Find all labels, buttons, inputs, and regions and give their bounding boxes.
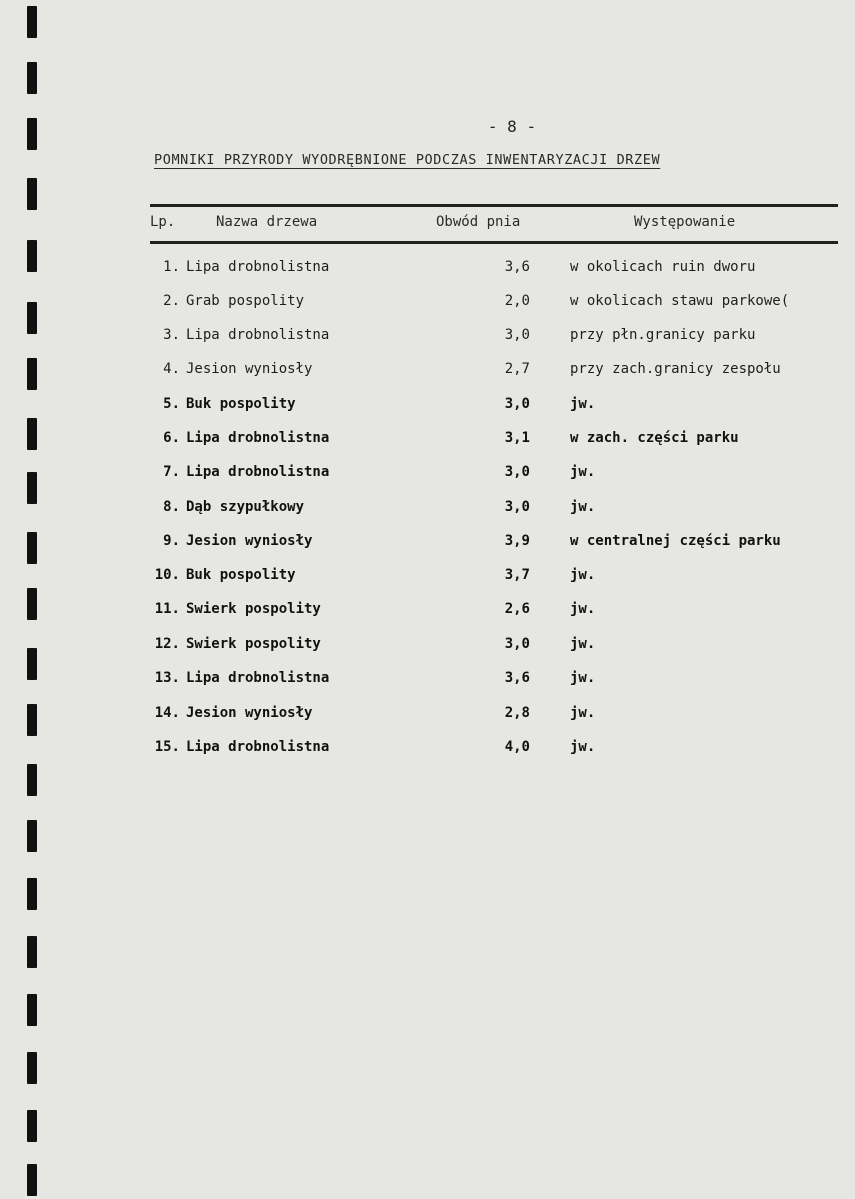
cell-name: Dąb szypułkowy [186, 499, 305, 515]
cell-circumference: 3,6 [504, 259, 530, 275]
binding-hole [27, 1110, 37, 1142]
cell-lp: 13. [154, 670, 180, 686]
cell-lp: 7. [163, 464, 180, 480]
cell-circumference: 3,9 [504, 533, 530, 549]
table-row [0, 670, 855, 700]
table-row [0, 705, 855, 735]
cell-circumference: 3,0 [504, 499, 530, 515]
cell-occurrence: jw. [570, 636, 596, 652]
cell-circumference: 3,6 [504, 670, 530, 686]
binding-holes [27, 0, 39, 1199]
cell-occurrence: jw. [570, 499, 596, 515]
cell-name: Lipa drobnolistna [186, 464, 330, 480]
cell-lp: 8. [163, 499, 180, 515]
column-header-occurrence: Występowanie [634, 214, 736, 230]
table-row [0, 396, 855, 426]
binding-hole [27, 1164, 37, 1196]
table-row [0, 739, 855, 769]
cell-lp: 3. [163, 327, 180, 343]
binding-hole [27, 178, 37, 210]
table-row [0, 430, 855, 460]
cell-lp: 12. [154, 636, 180, 652]
cell-occurrence: jw. [570, 601, 596, 617]
cell-occurrence: jw. [570, 705, 596, 721]
cell-name: Jesion wyniosły [186, 361, 313, 377]
cell-name: Lipa drobnolistna [186, 430, 330, 446]
cell-name: Grab pospolity [186, 293, 305, 309]
cell-occurrence: jw. [570, 396, 596, 412]
cell-lp: 1. [163, 259, 180, 275]
table-row [0, 601, 855, 631]
binding-hole [27, 936, 37, 968]
cell-circumference: 2,0 [504, 293, 530, 309]
table-header-rule [150, 241, 838, 244]
cell-name: Lipa drobnolistna [186, 739, 330, 755]
table-row [0, 464, 855, 494]
column-header-lp: Lp. [150, 214, 176, 230]
binding-hole [27, 62, 37, 94]
cell-lp: 14. [154, 705, 180, 721]
table-top-rule [150, 204, 838, 207]
binding-hole [27, 1052, 37, 1084]
binding-hole [27, 118, 37, 150]
cell-lp: 4. [163, 361, 180, 377]
binding-hole [27, 6, 37, 38]
binding-hole [27, 994, 37, 1026]
cell-lp: 10. [154, 567, 180, 583]
cell-circumference: 3,0 [504, 396, 530, 412]
cell-occurrence: przy zach.granicy zespołu [570, 361, 781, 377]
cell-name: Jesion wyniosły [186, 533, 313, 549]
cell-circumference: 2,7 [504, 361, 530, 377]
cell-occurrence: jw. [570, 670, 596, 686]
table-row [0, 327, 855, 357]
cell-name: Buk pospolity [186, 567, 296, 583]
cell-occurrence: w zach. części parku [570, 430, 739, 446]
table-row [0, 567, 855, 597]
column-header-name: Nazwa drzewa [216, 214, 318, 230]
table-row [0, 293, 855, 323]
cell-lp: 11. [154, 601, 180, 617]
column-header-circumference: Obwód pnia [436, 214, 521, 230]
cell-circumference: 4,0 [504, 739, 530, 755]
cell-circumference: 3,1 [504, 430, 530, 446]
cell-occurrence: jw. [570, 567, 596, 583]
cell-name: Buk pospolity [186, 396, 296, 412]
cell-circumference: 3,0 [504, 636, 530, 652]
cell-lp: 6. [163, 430, 180, 446]
cell-circumference: 3,0 [504, 327, 530, 343]
cell-occurrence: jw. [570, 464, 596, 480]
cell-occurrence: w centralnej części parku [570, 533, 781, 549]
table-row [0, 533, 855, 563]
cell-circumference: 3,0 [504, 464, 530, 480]
document-heading: POMNIKI PRZYRODY WYODRĘBNIONE PODCZAS INWENTARYZACJI DRZEW [154, 152, 661, 168]
cell-occurrence: przy płn.granicy parku [570, 327, 756, 343]
table-row [0, 259, 855, 289]
binding-hole [27, 878, 37, 910]
cell-name: Lipa drobnolistna [186, 327, 330, 343]
cell-lp: 5. [163, 396, 180, 412]
table-row [0, 636, 855, 666]
cell-name: Lipa drobnolistna [186, 670, 330, 686]
cell-occurrence: w okolicach stawu parkowe( [570, 293, 790, 309]
page-number: - 8 - [487, 117, 537, 136]
cell-occurrence: jw. [570, 739, 596, 755]
cell-circumference: 2,6 [504, 601, 530, 617]
table-row [0, 499, 855, 529]
cell-lp: 15. [154, 739, 180, 755]
cell-name: Swierk pospolity [186, 601, 321, 617]
cell-lp: 9. [163, 533, 180, 549]
cell-lp: 2. [163, 293, 180, 309]
cell-name: Swierk pospolity [186, 636, 321, 652]
cell-name: Jesion wyniosły [186, 705, 313, 721]
binding-hole [27, 820, 37, 852]
table-row [0, 361, 855, 391]
cell-name: Lipa drobnolistna [186, 259, 330, 275]
cell-occurrence: w okolicach ruin dworu [570, 259, 756, 275]
cell-circumference: 3,7 [504, 567, 530, 583]
cell-circumference: 2,8 [504, 705, 530, 721]
